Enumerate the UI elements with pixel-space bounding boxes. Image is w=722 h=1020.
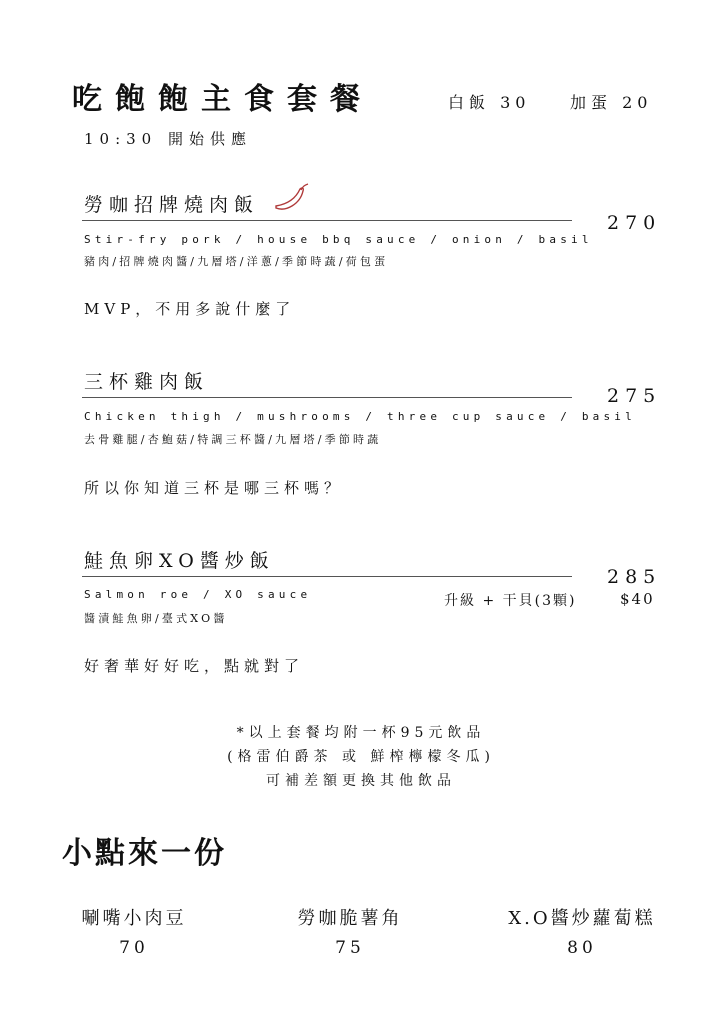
dish-price: 285	[607, 566, 662, 588]
dish-ingredients-english: Chicken thigh / mushrooms / three cup sauce / basil	[84, 410, 636, 423]
upgrade-option: 升級 + 干貝(3顆)	[444, 593, 577, 609]
dish-name: 勞咖招牌燒肉飯	[84, 194, 260, 216]
divider	[82, 220, 572, 221]
dish-name: 三杯雞肉飯	[84, 371, 210, 393]
dish-price: 270	[607, 212, 662, 234]
dish-ingredients-chinese: 去骨雞腿/杏鮑菇/特調三杯醬/九層塔/季節時蔬	[84, 433, 382, 446]
dish-name: 鮭魚卵XO醬炒飯	[84, 550, 275, 572]
snack-price: 70	[119, 938, 149, 958]
dish-tagline: 所以你知道三杯是哪三杯嗎？	[84, 479, 345, 497]
egg-addon-price: 加蛋 20	[570, 93, 653, 112]
snack-name: 勞咖脆薯角	[297, 908, 403, 929]
snack-name: X.O醬炒蘿蔔糕	[508, 908, 656, 929]
dish-ingredients-english: Salmon roe / XO sauce	[84, 588, 312, 601]
upgrade-price: $40	[620, 590, 655, 608]
snack-price: 80	[567, 938, 597, 958]
snack-price: 75	[335, 938, 365, 958]
dish-price: 275	[607, 385, 662, 407]
set-meal-drink-note: *以上套餐均附一杯95元飲品	[236, 725, 486, 741]
snacks-section-title: 小點來一份	[62, 836, 227, 871]
page-title: 吃飽飽主食套餐	[72, 82, 373, 117]
dish-tagline: MVP，不用多說什麼了	[84, 300, 296, 318]
drink-upgrade-note: 可補差額更換其他飲品	[266, 773, 456, 789]
dish-ingredients-chinese: 醬漬鮭魚卵/臺式XO醬	[84, 612, 228, 625]
divider	[82, 576, 572, 577]
dish-ingredients-english: Stir-fry pork / house bbq sauce / onion / basil	[84, 233, 593, 246]
dish-tagline: 好奢華好好吃，點就對了	[84, 657, 305, 675]
drink-options-note: (格雷伯爵茶 或 鮮榨檸檬冬瓜)	[227, 749, 495, 765]
opening-hours: 10:30 開始供應	[84, 130, 252, 148]
snack-name: 唰嘴小肉豆	[81, 908, 187, 929]
dish-ingredients-chinese: 豬肉/招牌燒肉醬/九層塔/洋蔥/季節時蔬/荷包蛋	[84, 255, 389, 268]
chili-icon	[270, 182, 310, 214]
rice-addon-price: 白飯 30	[448, 93, 531, 112]
divider	[82, 397, 572, 398]
